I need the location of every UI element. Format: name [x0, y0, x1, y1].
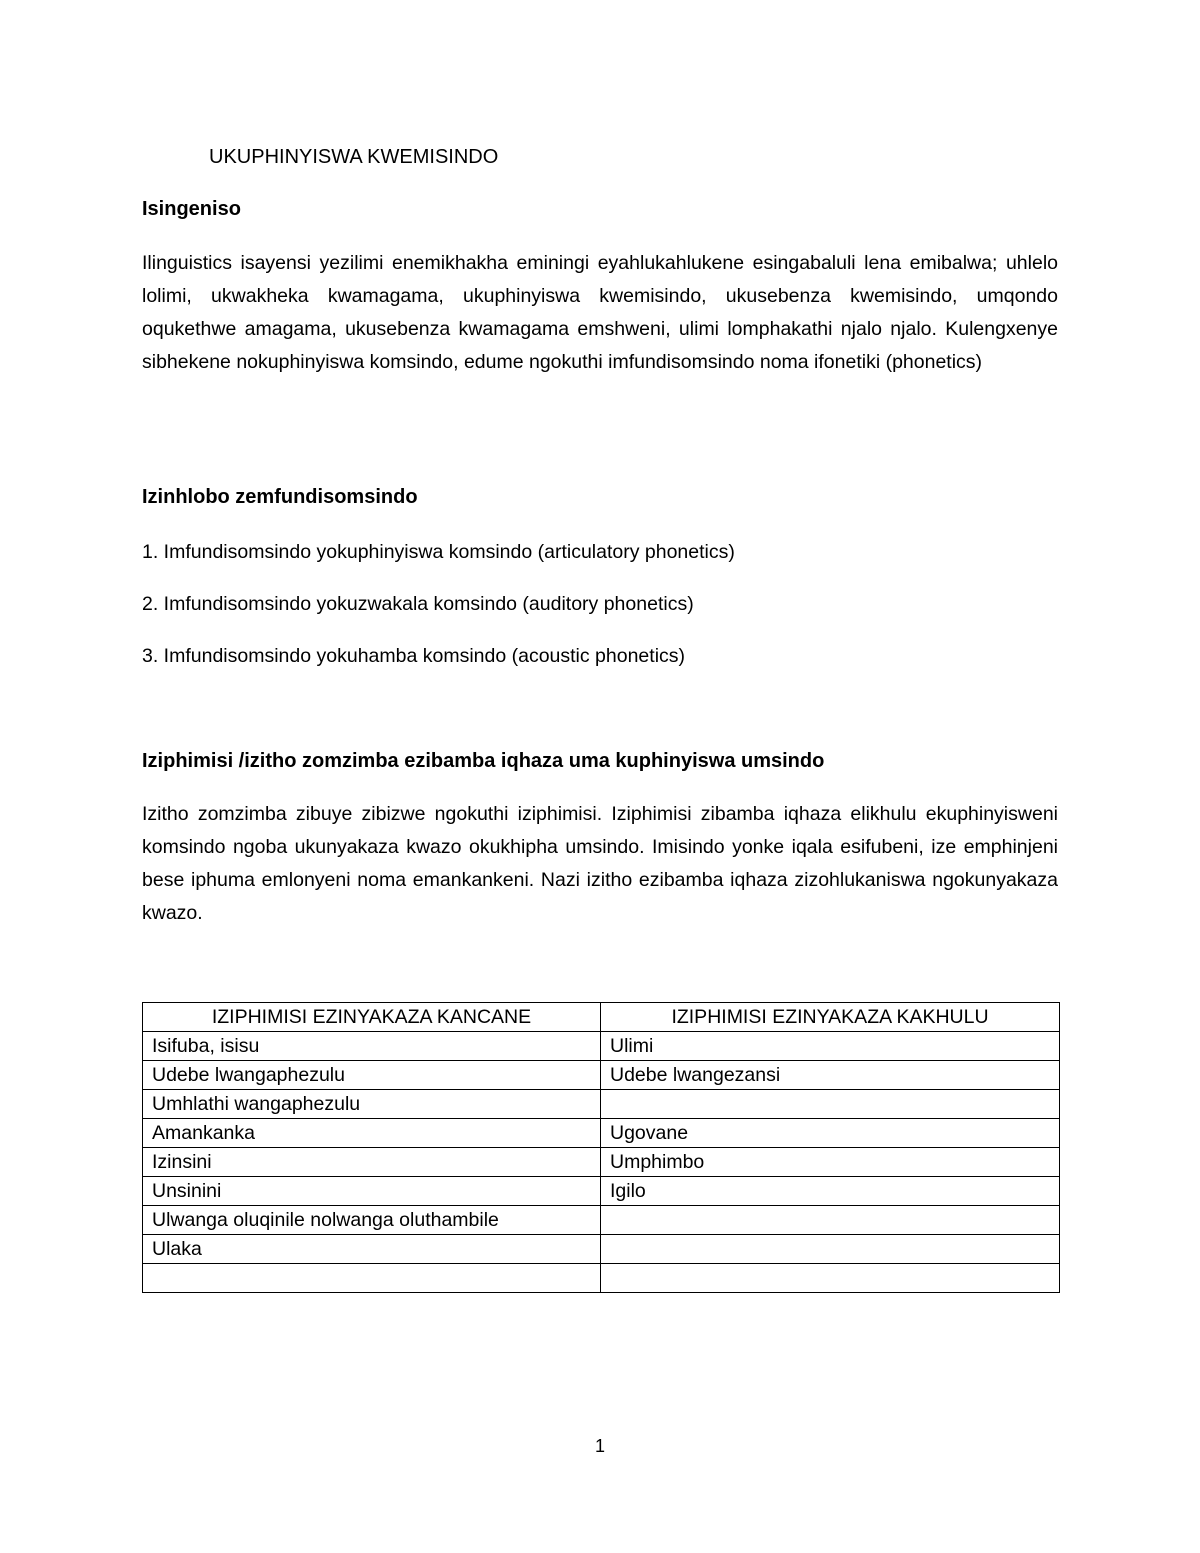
- table-row: [143, 1264, 1060, 1293]
- table-cell: [601, 1206, 1060, 1235]
- table-cell: Unsinini: [143, 1177, 601, 1206]
- table-header-row: [143, 1003, 1060, 1032]
- articulators-table: [142, 1002, 1060, 1293]
- table-header-cell: IZIPHIMISI EZINYAKAZA KAKHULU: [601, 1003, 1060, 1032]
- table-cell: Umhlathi wangaphezulu: [143, 1090, 601, 1119]
- list-item: 1. Imfundisomsindo yokuphinyiswa komsindo (articulatory phonetics): [142, 541, 735, 563]
- table-row: [143, 1090, 1060, 1119]
- table-cell: Ugovane: [601, 1119, 1060, 1148]
- table-cell: [601, 1235, 1060, 1264]
- table-cell: [601, 1264, 1060, 1293]
- list-item: 2. Imfundisomsindo yokuzwakala komsindo (auditory phonetics): [142, 593, 694, 615]
- table-row: [143, 1206, 1060, 1235]
- organs-paragraph: Izitho zomzimba zibuye zibizwe ngokuthi iziphimisi. Iziphimisi zibamba iqhaza elikhulu ekuphinyisweni komsindo ngoba ukunyakaza kwazo okukhipha umsindo. Imisindo yonke iqala esifubeni, ize emphinjeni bese iphuma emlonyeni noma emankankeni. Nazi izitho ezibamba iqhaza zizohlukaniswa ngokunyakaza kwazo.: [142, 803, 1058, 924]
- table-cell: [143, 1264, 601, 1293]
- list-item: 3. Imfundisomsindo yokuhamba komsindo (acoustic phonetics): [142, 645, 686, 667]
- table-row: [143, 1177, 1060, 1206]
- types-heading: Izinhlobo zemfundisomsindo: [142, 486, 418, 508]
- table-row: [143, 1032, 1060, 1061]
- table-cell: Izinsini: [143, 1148, 601, 1177]
- table-row: [143, 1119, 1060, 1148]
- table-cell: Ulwanga oluqinile nolwanga oluthambile: [143, 1206, 601, 1235]
- intro-heading: Isingeniso: [142, 198, 241, 220]
- table-row: [143, 1148, 1060, 1177]
- page-number: 1: [594, 1436, 605, 1456]
- intro-paragraph: Ilinguistics isayensi yezilimi enemikhakha eminingi eyahlukahlukene esingabaluli lena emibalwa; uhlelo lolimi, ukwakheka kwamagama, ukuphinyiswa kwemisindo, ukusebenza kwemisindo, umqondo oqukethwe amagama, ukusebenza kwamagama emshweni, ulimi lomphakathi njalo njalo. Kulengxenye sibhekene nokuphinyiswa komsindo, edume ngokuthi imfundisomsindo noma ifonetiki (phonetics): [142, 252, 1058, 373]
- table-cell: Igilo: [601, 1177, 1060, 1206]
- table-cell: Udebe lwangezansi: [601, 1061, 1060, 1090]
- table-row: [143, 1061, 1060, 1090]
- table-header-cell: IZIPHIMISI EZINYAKAZA KANCANE: [143, 1003, 601, 1032]
- table-cell: Umphimbo: [601, 1148, 1060, 1177]
- table-cell: Ulimi: [601, 1032, 1060, 1061]
- table-cell: Isifuba, isisu: [143, 1032, 601, 1061]
- table-cell: Udebe lwangaphezulu: [143, 1061, 601, 1090]
- document-title: UKUPHINYISWA KWEMISINDO: [209, 146, 499, 168]
- organs-heading: Iziphimisi /izitho zomzimba ezibamba iqhaza uma kuphinyiswa umsindo: [142, 750, 825, 772]
- table-cell: Amankanka: [143, 1119, 601, 1148]
- table-row: [143, 1235, 1060, 1264]
- table-cell: Ulaka: [143, 1235, 601, 1264]
- table-cell: [601, 1090, 1060, 1119]
